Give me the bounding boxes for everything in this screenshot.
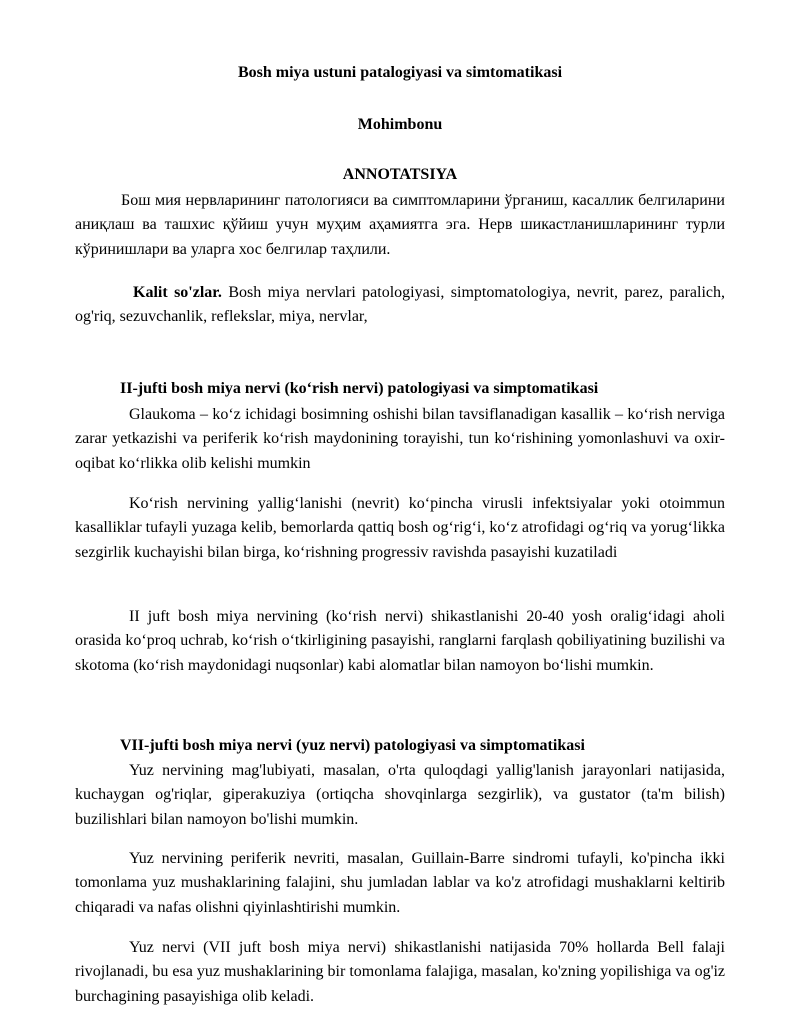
author-name: Mohimbonu	[357, 116, 443, 133]
keywords-text: Bosh miya nervlari patologiyasi, simptomatologiya, nevrit, parez, paralich, og'riq, sezuvchanlik, reflekslar, miya, nervlar,	[75, 284, 726, 326]
optic-nerve-paragraph-1: Glaukoma – ko‘z ichidagi bosimning oshishi bilan tavsiflanadigan kasallik – ko‘rish nerviga zarar yetkazishi va periferik ko‘rish maydonining torayishi, tun ko‘rishining yomonlashuvi va oxir-oqibat ko‘rlikka olib kelishi mumkin	[75, 406, 725, 472]
keywords-paragraph	[75, 281, 725, 330]
section-heading-facial-nerve: VII-jufti bosh miya nervi (yuz nervi) patologiyasi va simptomatikasi	[120, 737, 585, 754]
document-title: Bosh miya ustuni patalogiyasi va simtomatikasi	[237, 64, 563, 81]
optic-nerve-paragraph-2: Ko‘rish nervining yallig‘lanishi (nevrit) ko‘pincha virusli infektsiyalar yoki otoimmun kasalliklar tufayli yuzaga kelib, bemorlarda qattiq bosh og‘rig‘i, ko‘z atrofidagi og‘riq va yorug‘likka sezgirlik kuchayishi bilan birga, ko‘rishning progressiv ravishda pasayishi kuzatiladi	[75, 495, 725, 561]
annotation-heading: ANNOTATSIYA	[342, 166, 458, 183]
facial-nerve-paragraph-2: Yuz nervining periferik nevriti, masalan, Guillain-Barre sindromi tufayli, ko'pincha ikki tomonlama yuz mushaklarining falajini, shu jumladan lablar va ko'z atrofidagi mushaklarni keltirib chiqaradi va nafas olishni qiyinlashtirishi mumkin.	[75, 850, 725, 916]
keywords-label: Kalit so'zlar.	[133, 284, 222, 301]
section-heading-optic-nerve: II-jufti bosh miya nervi (ko‘rish nervi) patologiyasi va simptomatikasi	[120, 380, 599, 397]
annotation-text: Бош мия нервларининг патологияси ва симптомларини ўрганиш, касаллик белгиларини аниқлаш ва ташхис қўйиш учун муҳим аҳамиятга эга. Нерв шикастланишларининг турли кўринишлари ва уларга хос белгилар таҳлили.	[75, 192, 725, 258]
facial-nerve-paragraph-1: Yuz nervining mag'lubiyati, masalan, o'rta quloqdagi yallig'lanish jarayonlari natijasida, kuchaygan og'riqlar, giperakuziya (ortiqcha shovqinlarga sezgirlik), va gustator (ta'm bilish) buzilishlari bilan namoyon bo'lishi mumkin.	[75, 762, 725, 828]
optic-nerve-paragraph-3: II juft bosh miya nervining (ko‘rish nervi) shikastlanishi 20-40 yosh oralig‘idagi aholi orasida ko‘proq uchrab, ko‘rish o‘tkirligining pasayishi, ranglarni farqlash qobiliyatining buzilishi va skotoma (ko‘rish maydonidagi nuqsonlar) kabi alomatlar bilan namoyon bo‘lishi mumkin.	[75, 608, 725, 674]
document-page	[75, 0, 725, 1035]
facial-nerve-paragraph-3: Yuz nervi (VII juft bosh miya nervi) shikastlanishi natijasida 70% hollarda Bell falaji rivojlanadi, bu esa yuz mushaklarining bir tomonlama falajiga, masalan, ko'zning yopilishiga va og'iz burchagining pasayishiga olib keladi.	[75, 939, 725, 1005]
